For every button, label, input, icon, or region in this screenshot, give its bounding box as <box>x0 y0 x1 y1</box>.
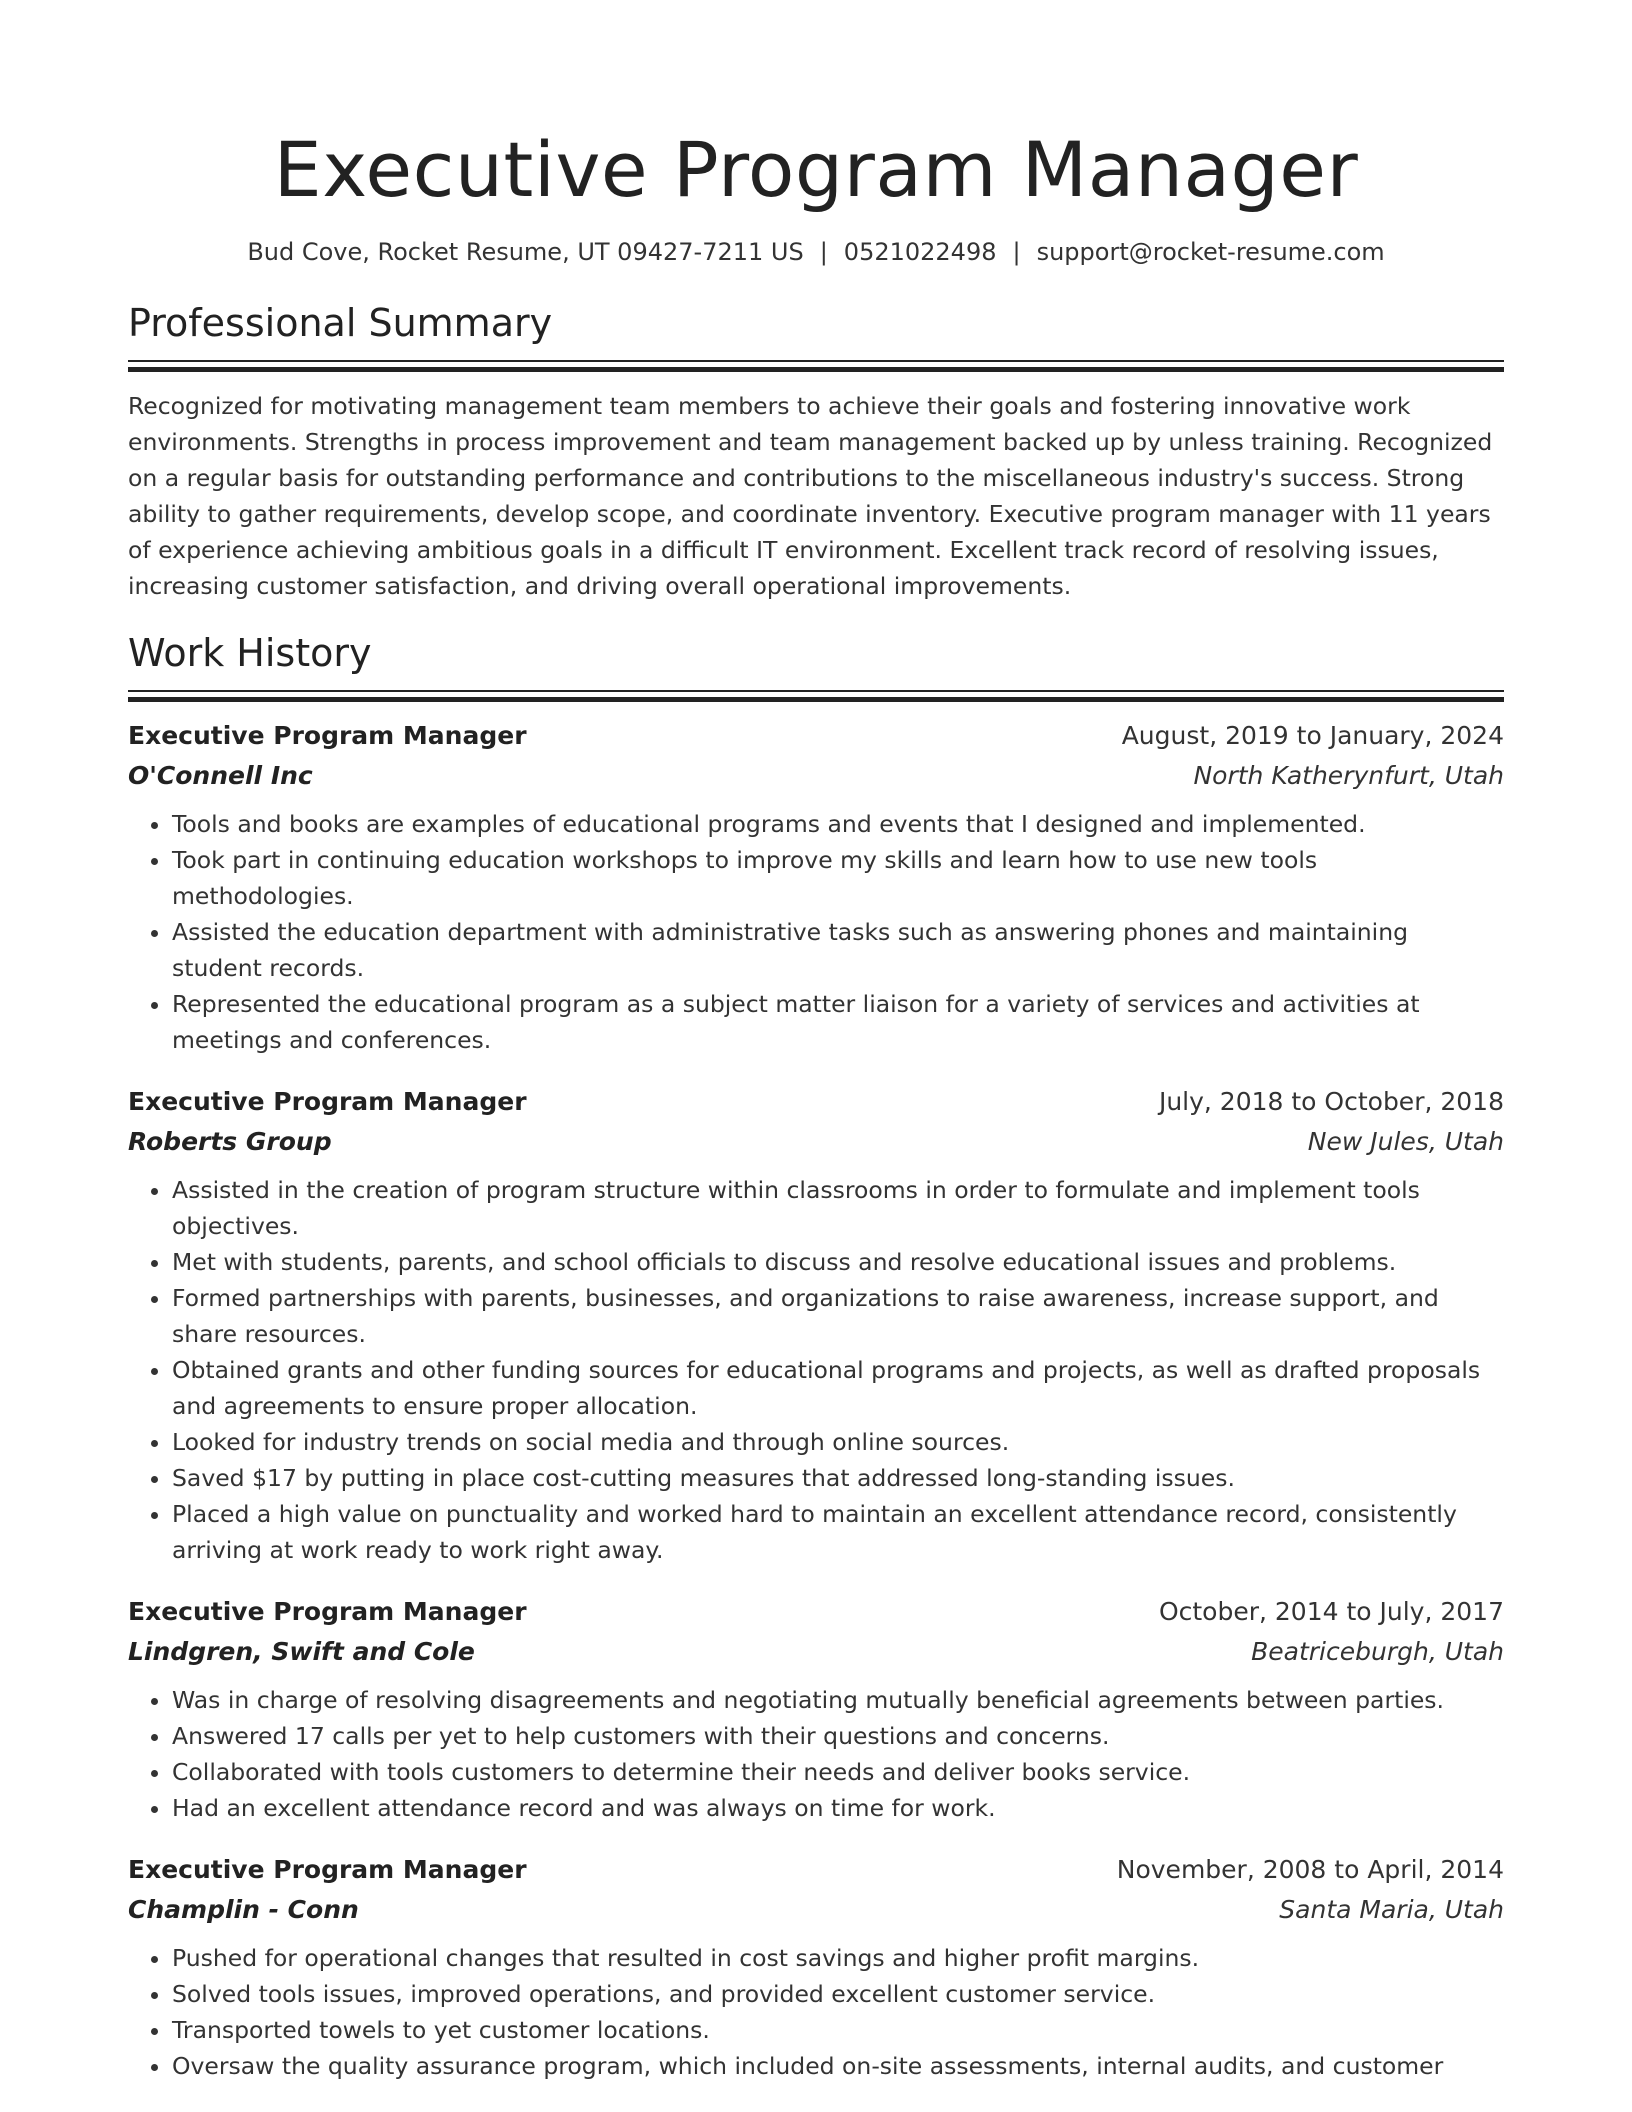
job-bullet: • Formed partnerships with parents, businesses, and organizations to raise awareness, increase support, and share resources. <box>172 1280 1504 1352</box>
job-title: Executive Program Manager <box>128 1854 527 1884</box>
section-divider <box>128 690 1504 702</box>
contact-separator: | <box>1012 238 1021 266</box>
job-bullet: • Solved tools issues, improved operations, and provided excellent customer service. <box>172 1976 1504 2012</box>
job-entry <box>128 716 1504 1058</box>
section-divider <box>128 360 1504 372</box>
job-bullets <box>128 1682 1504 1826</box>
job-dates: November, 2008 to April, 2014 <box>1116 1854 1504 1884</box>
job-bullet: • Obtained grants and other funding sources for educational programs and projects, as well as drafted proposals and agreements to ensure proper allocation. <box>172 1352 1504 1424</box>
professional-summary-section <box>128 298 1504 604</box>
resume-title: Executive Program Manager <box>273 125 1359 214</box>
summary-text: Recognized for motivating management team members to achieve their goals and fostering innovative work environments. Strengths in process improvement and team management backed up by unless training. Recognized on a regular basis for outstanding performance and contributions to the miscellaneous industry's success. Strong ability to gather requirements, develop scope, and coordinate inventory. Executive program manager with 11 years of experience achieving ambitious goals in a difficult IT environment. Excellent track record of resolving issues, increasing customer satisfaction, and driving overall operational improvements. <box>128 392 1493 600</box>
job-bullet: • Oversaw the quality assurance program, which included on-site assessments, internal audits, and customer <box>172 2048 1504 2084</box>
job-location: North Katherynfurt, Utah <box>1193 760 1504 790</box>
job-bullet: • Transported towels to yet customer locations. <box>172 2012 1504 2048</box>
job-bullet: • Had an excellent attendance record and was always on time for work. <box>172 1790 1504 1826</box>
job-bullet: • Assisted the education department with administrative tasks such as answering phones and maintaining student records. <box>172 914 1504 986</box>
contact-separator: | <box>819 238 828 266</box>
job-location: New Jules, Utah <box>1307 1126 1504 1156</box>
job-bullet: • Saved $17 by putting in place cost-cutting measures that addressed long-standing issues. <box>172 1460 1504 1496</box>
contact-address: Bud Cove, Rocket Resume, UT 09427-7211 US <box>247 238 804 266</box>
job-bullet: • Was in charge of resolving disagreements and negotiating mutually beneficial agreements between parties. <box>172 1682 1504 1718</box>
job-bullet: • Tools and books are examples of educational programs and events that I designed and implemented. <box>172 806 1504 842</box>
contact-email: support@rocket-resume.com <box>1036 238 1385 266</box>
job-company: Champlin - Conn <box>128 1894 359 1924</box>
contact-line <box>128 234 1504 270</box>
job-bullet: • Collaborated with tools customers to determine their needs and deliver books service. <box>172 1754 1504 1790</box>
job-dates: October, 2014 to July, 2017 <box>1158 1596 1504 1626</box>
section-heading-summary: Professional Summary <box>128 301 553 345</box>
job-company: Lindgren, Swift and Cole <box>128 1636 475 1666</box>
job-bullets <box>128 1172 1504 1568</box>
job-location: Santa Maria, Utah <box>1279 1894 1504 1924</box>
work-history-section <box>128 628 1504 2084</box>
job-bullet: • Met with students, parents, and school officials to discuss and resolve educational issues and problems. <box>172 1244 1504 1280</box>
job-bullets <box>128 806 1504 1058</box>
job-bullet: • Represented the educational program as a subject matter liaison for a variety of services and activities at meetings and conferences. <box>172 986 1504 1058</box>
contact-phone: 0521022498 <box>843 238 997 266</box>
job-bullet: • Placed a high value on punctuality and worked hard to maintain an excellent attendance record, consistently arriving at work ready to work right away. <box>172 1496 1504 1568</box>
job-entry <box>128 1850 1504 2084</box>
job-title: Executive Program Manager <box>128 720 527 750</box>
job-bullet: • Pushed for operational changes that resulted in cost savings and higher profit margins. <box>172 1940 1504 1976</box>
job-entry <box>128 1082 1504 1568</box>
job-bullet: • Assisted in the creation of program structure within classrooms in order to formulate and implement tools objectives. <box>172 1172 1504 1244</box>
job-bullet: • Looked for industry trends on social media and through online sources. <box>172 1424 1504 1460</box>
job-title: Executive Program Manager <box>128 1596 527 1626</box>
job-location: Beatriceburgh, Utah <box>1251 1636 1504 1666</box>
resume-page <box>128 0 1504 2084</box>
job-dates: July, 2018 to October, 2018 <box>1158 1086 1504 1116</box>
job-title: Executive Program Manager <box>128 1086 527 1116</box>
job-company: Roberts Group <box>128 1126 332 1156</box>
job-bullets <box>128 1940 1504 2084</box>
job-bullet: • Took part in continuing education workshops to improve my skills and learn how to use new tools methodologies. <box>172 842 1504 914</box>
job-bullet: • Answered 17 calls per yet to help customers with their questions and concerns. <box>172 1718 1504 1754</box>
job-entry <box>128 1592 1504 1826</box>
job-company: O'Connell Inc <box>128 760 313 790</box>
job-dates: August, 2019 to January, 2024 <box>1121 720 1504 750</box>
section-heading-work: Work History <box>128 630 372 675</box>
